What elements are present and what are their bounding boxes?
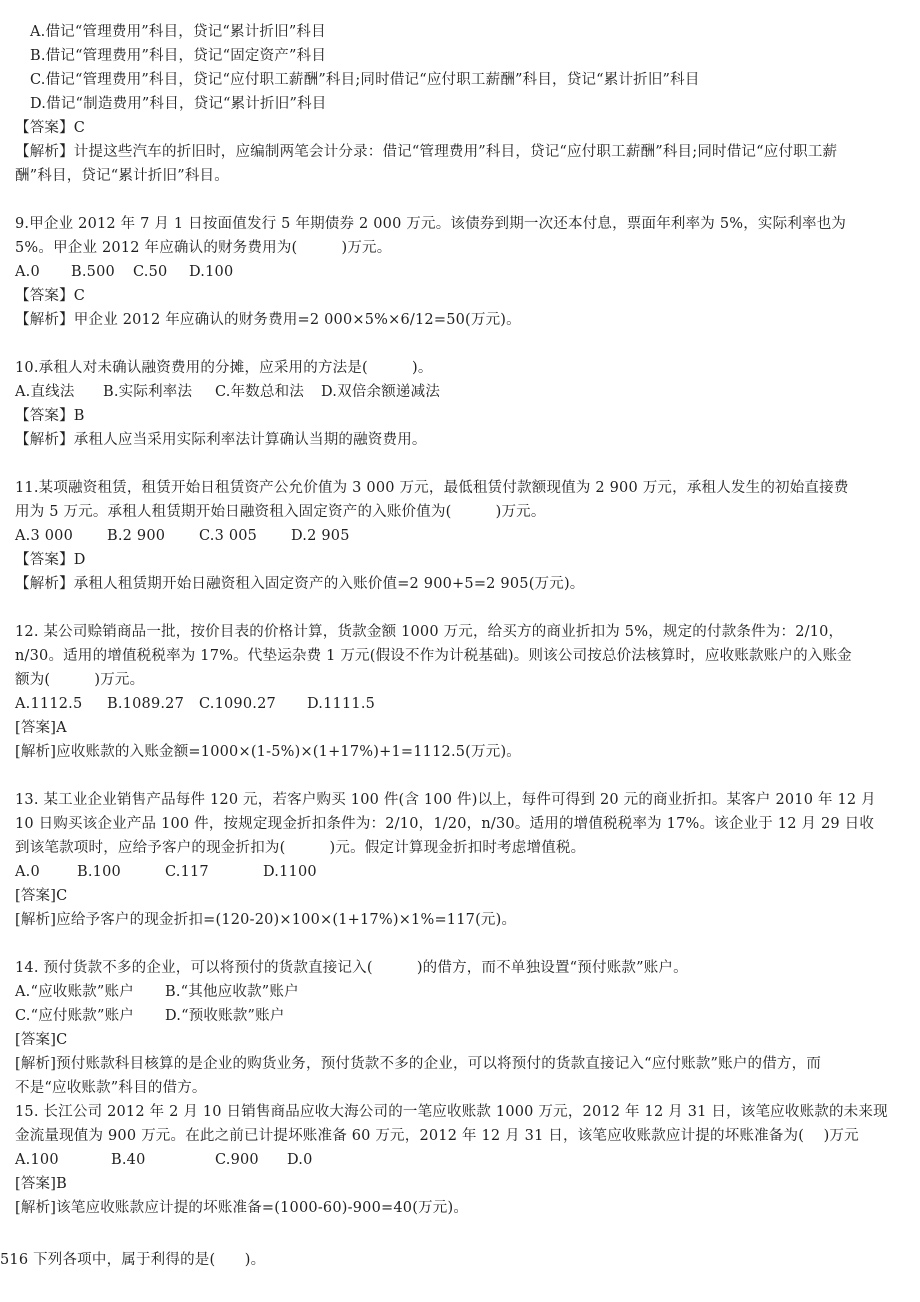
q9-option-c: C.50 (133, 264, 168, 280)
q12-stem-line-1: 12. 某公司赊销商品一批，按价目表的价格计算，货款金额 1000 万元，给买方的商业折扣为 5%，规定的付款条件为：2/10， (15, 624, 844, 640)
q13-option-a: A.0 (15, 864, 40, 880)
q12-option-b: B.1089.27 (107, 696, 185, 712)
q11-answer: 【答案】D (15, 552, 86, 568)
q8-option-d: D.借记“制造费用”科目，贷记“累计折旧”科目 (30, 96, 327, 112)
q12-option-d: D.1111.5 (307, 696, 376, 712)
q11-stem-line-1: 11.某项融资租赁，租赁开始日租赁资产公允价值为 3 000 万元，最低租赁付款额现值为 2 900 万元，承租人发生的初始直接费 (15, 480, 849, 496)
q13-stem-line-1: 13. 某工业企业销售产品每件 120 元，若客户购买 100 件(含 100 件)以上，每件可得到 20 元的商业折扣。某客户 2010 年 12 月 (15, 792, 876, 808)
q9-answer: 【答案】C (15, 288, 86, 304)
q12-option-a: A.1112.5 (15, 696, 83, 712)
q8-option-b: B.借记“管理费用”科目，贷记“固定资产”科目 (30, 48, 327, 64)
q11-analysis: 【解析】承租人租赁期开始日融资租入固定资产的入账价值=2 900+5=2 905(万元)。 (15, 576, 585, 592)
q8-option-c: C.借记“管理费用”科目，贷记“应付职工薪酬”科目;同时借记“应付职工薪酬”科目，贷记“累计折旧”科目 (30, 72, 700, 88)
q12-analysis: [解析]应收账款的入账金额=1000×(1-5%)×(1+17%)+1=1112.5(万元)。 (15, 744, 521, 760)
q10-stem: 10.承租人对未确认融资费用的分摊，应采用的方法是( )。 (15, 360, 433, 376)
q9-option-b: B.500 (71, 264, 115, 280)
q15-option-d: D.0 (287, 1152, 313, 1168)
q13-option-d: D.1100 (263, 864, 317, 880)
q14-option-a: A.“应收账款”账户 (15, 984, 134, 1000)
q11-stem-line-2: 用为 5 万元。承租人租赁期开始日融资租入固定资产的入账价值为( )万元。 (15, 504, 546, 520)
q10-options (15, 380, 440, 404)
q12-stem-line-3: 额为( )万元。 (15, 672, 145, 688)
q10-option-b: B.实际利率法 (103, 384, 193, 400)
q10-option-a: A.直线法 (15, 384, 75, 400)
q9-options (15, 260, 233, 284)
q8-analysis-line-2: 酬”科目，贷记“累计折旧”科目。 (15, 168, 229, 184)
q10-option-c: C.年数总和法 (215, 384, 305, 400)
q12-stem-line-2: n/30。适用的增值税税率为 17%。代垫运杂费 1 万元(假设不作为计税基础)。则该公司按总价法核算时，应收账款账户的入账金 (15, 648, 852, 664)
q10-option-d: D.双倍余额递减法 (321, 384, 441, 400)
q15-answer: [答案]B (15, 1176, 67, 1192)
q15-analysis: [解析]该笔应收账款应计提的坏账准备=(1000-60)-900=40(万元)。 (15, 1200, 469, 1216)
q15-option-a: A.100 (15, 1152, 59, 1168)
q8-option-a: A.借记“管理费用”科目，贷记“累计折旧”科目 (30, 24, 326, 40)
q14-answer: [答案]C (15, 1032, 68, 1048)
q11-option-c: C.3 005 (199, 528, 258, 544)
q10-analysis: 【解析】承租人应当采用实际利率法计算确认当期的融资费用。 (15, 432, 427, 448)
q9-option-d: D.100 (189, 264, 234, 280)
q12-option-c: C.1090.27 (199, 696, 276, 712)
q14-stem: 14. 预付货款不多的企业，可以将预付的货款直接记入( )的借方，而不单独设置“预付账款”账户。 (15, 960, 688, 976)
q14-option-d: D.“预收账款”账户 (165, 1008, 285, 1024)
q14-analysis-line-2: 不是“应收账款”科目的借方。 (15, 1080, 207, 1096)
q9-stem-line-2: 5%。甲企业 2012 年应确认的财务费用为( )万元。 (15, 240, 392, 256)
q11-options (15, 524, 350, 548)
q12-answer: [答案]A (15, 720, 67, 736)
q14-options-row-1 (15, 980, 299, 1004)
q15-option-c: C.900 (215, 1152, 259, 1168)
q11-option-d: D.2 905 (291, 528, 350, 544)
q13-analysis: [解析]应给予客户的现金折扣=(120-20)×100×(1+17%)×1%=117(元)。 (15, 912, 517, 928)
q13-stem-line-2: 10 日购买该企业产品 100 件，按规定现金折扣条件为：2/10，1/20，n/30。适用的增值税税率为 17%。该企业于 12 月 29 日收 (15, 816, 875, 832)
q11-option-a: A.3 000 (15, 528, 73, 544)
q14-option-b: B.“其他应收款”账户 (165, 984, 299, 1000)
q15-stem-line-1: 15. 长江公司 2012 年 2 月 10 日销售商品应收大海公司的一笔应收账款 1000 万元，2012 年 12 月 31 日，该笔应收账款的未来现 (15, 1104, 888, 1120)
q15-stem-line-2: 金流量现值为 900 万元。在此之前已计提坏账准备 60 万元，2012 年 12 月 31 日，该笔应收账款应计提的坏账准备为( )万元 (15, 1128, 859, 1144)
q9-option-a: A.0 (15, 264, 40, 280)
q13-option-b: B.100 (77, 864, 121, 880)
q11-option-b: B.2 900 (107, 528, 166, 544)
q15-option-b: B.40 (111, 1152, 146, 1168)
q13-options (15, 860, 317, 884)
q13-answer: [答案]C (15, 888, 68, 904)
q8-answer: 【答案】C (15, 120, 86, 136)
q13-stem-line-3: 到该笔款项时，应给予客户的现金折扣为( )元。假定计算现金折扣时考虑增值税。 (15, 840, 586, 856)
q9-analysis: 【解析】甲企业 2012 年应确认的财务费用=2 000×5%×6/12=50(万元)。 (15, 312, 521, 328)
q9-stem-line-1: 9.甲企业 2012 年 7 月 1 日按面值发行 5 年期债券 2 000 万元。该债券到期一次还本付息，票面年利率为 5%，实际利率也为 (15, 216, 847, 232)
q12-options (15, 692, 375, 716)
q14-options-row-2 (15, 1004, 285, 1028)
q14-analysis-line-1: [解析]预付账款科目核算的是企业的购货业务，预付货款不多的企业，可以将预付的货款直接记入“应付账款”账户的借方，而 (15, 1056, 822, 1072)
q8-analysis-line-1: 【解析】计提这些汽车的折旧时，应编制两笔会计分录：借记“管理费用”科目，贷记“应付职工薪酬”科目;同时借记“应付职工薪 (15, 144, 838, 160)
q14-option-c: C.“应付账款”账户 (15, 1008, 135, 1024)
q10-answer: 【答案】B (15, 408, 85, 424)
q13-option-c: C.117 (165, 864, 209, 880)
q15-options (15, 1148, 313, 1172)
q16-stem: 516 下列各项中，属于利得的是( )。 (0, 1252, 266, 1268)
